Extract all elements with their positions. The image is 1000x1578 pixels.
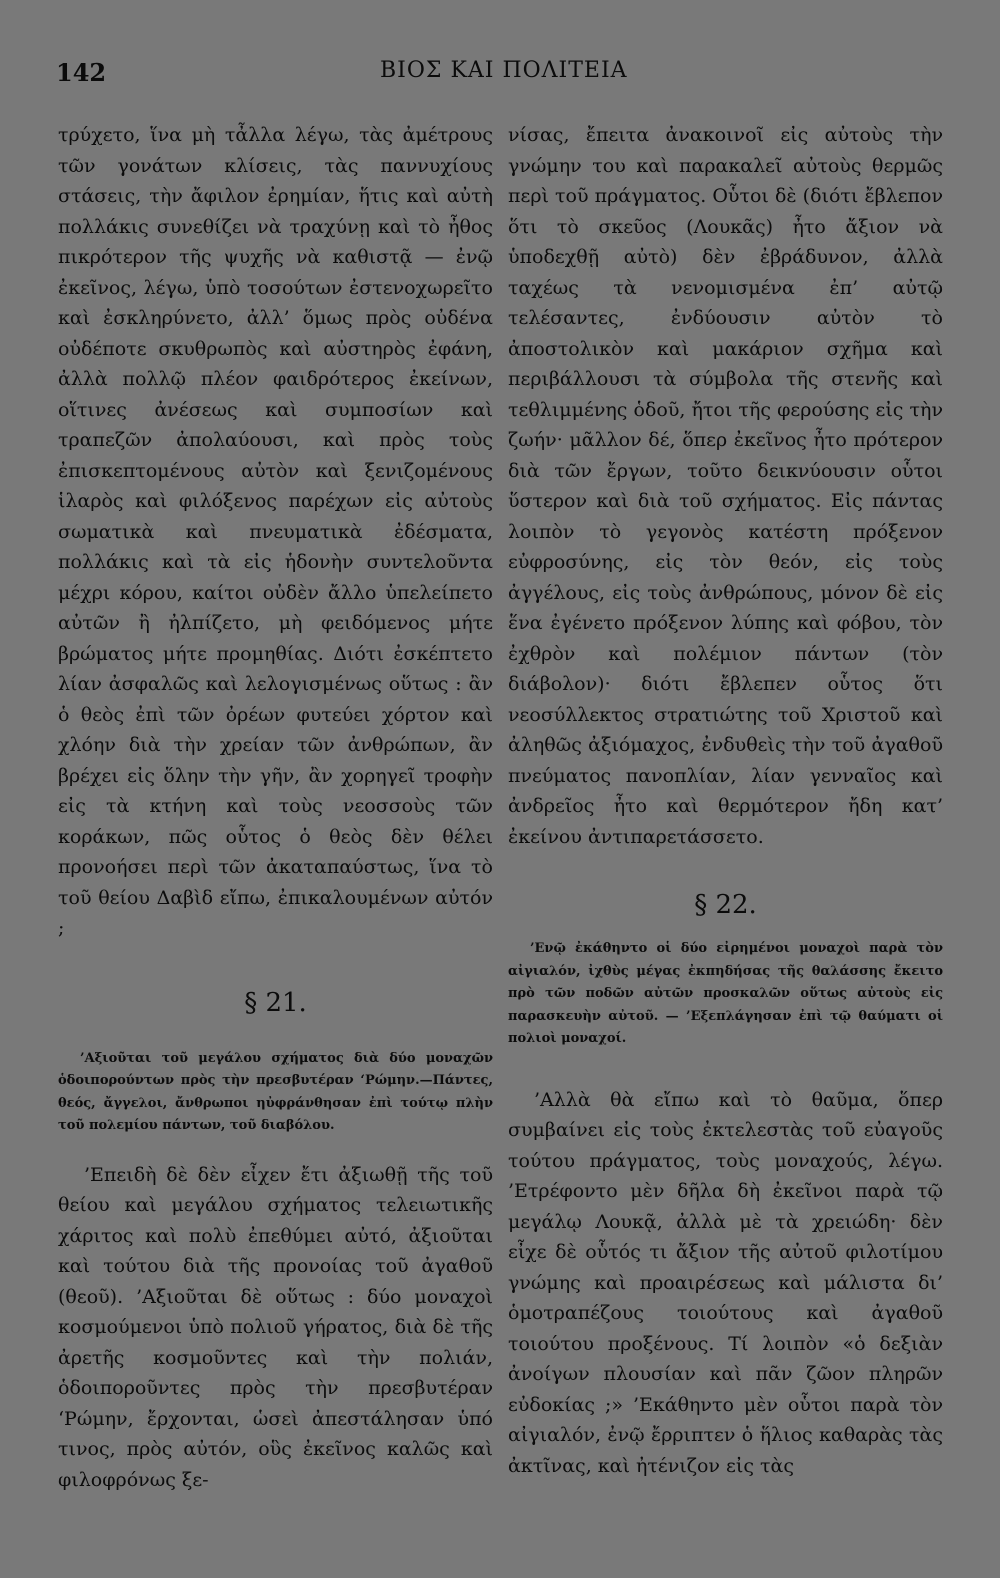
paragraph-section-22: ’Αλλὰ θὰ εἴπω καὶ τὸ θαῦμα, ὅπερ συμβαίνει εἰς τοὺς ἐκτελεστὰς τοῦ εὐαγοῦς τούτου πράγματος, τοὺς μοναχούς, λέγω. ’Ετρέφοντο μὲν δῆλα δὴ ἐκεῖνοι παρὰ τῷ μεγάλῳ Λουκᾷ, ἀλλὰ μὲ τὰ χρειώδη· δὲν εἶχε δὲ οὗτός τι ἄξιον τῆς αὐτοῦ φιλοτίμου γνώμης καὶ προαιρέσεως καὶ μάλιστα δι’ ὁμοτραπέζους τοιούτους καὶ ἀγαθοῦ τοιούτου προξένους. Τί λοιπὸν «ὁ δεξιὰν ἀνοίγων πλουσίαν καὶ πᾶν ζῶον πληρῶν εὐδοκίας ;» ’Εκάθηντο μὲν οὗτοι παρὰ τὸν αἰγιαλόν, ἐνῷ ἔρριπτεν ὁ ἥλιος καθαρὰς τὰς ἀκτῖνας, καὶ ἠτένιζον εἰς τὰς xyxy=(508,1088,943,1477)
page-number: 142 xyxy=(56,58,107,87)
page-header xyxy=(0,58,1000,98)
section-heading-22: § 22. xyxy=(694,890,757,920)
section-heading-21: § 21. xyxy=(244,987,307,1018)
right-column xyxy=(508,120,943,1481)
paragraph-continuation: τρύχετο, ἵνα μὴ τἆλλα λέγω, τὰς ἀμέτρους τῶν γονάτων κλίσεις, τὰς παννυχίους στάσεις, τὴν ἄφιλον ἐρημίαν, ἥτις καὶ αὐτὴ πολλάκις συνεθίζει νὰ τραχύνῃ καὶ τὸ ἦθος πικρότερον τῆς ψυχῆς νὰ καθιστᾷ — ἐνῷ ἐκεῖνος, λέγω, ὑπὸ τοσούτων ἐστενοχωρεῖτο καὶ ἐσκληρύνετο, ἀλλ’ ὅμως πρὸς οὐδένα οὐδέποτε σκυθρωπὸς καὶ αὐστηρὸς ἐφάνη, ἀλλὰ πολλῷ πλέον φαιδρότερος ἐκείνων, οἵτινες ἀνέσεως καὶ συμποσίων καὶ τραπεζῶν ἀπολαύουσι, καὶ πρὸς τοὺς ἐπισκεπτομένους αὐτὸν καὶ ξενιζομένους ἱλαρὸς καὶ φιλόξενος παρέχων εἰς αὐτοὺς σωματικὰ καὶ πνευματικὰ ἐδέσματα, πολλάκις καὶ τὰ εἰς ἡδονὴν συντελοῦντα μέχρι κόρου, καίτοι οὐδὲν ἄλλο ὑπελείπετο αὐτῶν ἢ ἠλπίζετο, μὴ φειδόμενος μήτε βρώματος μήτε προμηθίας. Διότι ἐσκέπτετο λίαν ἀσφαλῶς καὶ λελογισμένως οὕτως : ἂν ὁ θεὸς ἐπὶ τῶν ὀρέων φυτεύει χόρτον καὶ χλόην διὰ τὴν χρείαν τῶν ἀνθρώπων, ἂν βρέχει εἰς ὅλην τὴν γῆν, ἂν χορηγεῖ τροφὴν εἰς τὰ κτήνη καὶ τοὺς νεοσσοὺς τῶν κοράκων, πῶς οὗτος ὁ θεὸς δὲν θέλει προνοήσει περὶ τῶν ἀκαταπαύστως, ἵνα τὸ τοῦ θείου Δαβὶδ εἴπω, ἐπικαλουμένων αὐτόν ; xyxy=(58,124,493,939)
section-summary-21: ’Αξιοῦται τοῦ μεγάλου σχήματος διὰ δύο μοναχῶν ὁδοιπορούντων πρὸς τὴν πρεσβυτέραν ‘Ρώμην.—Πάντες, θεός, ἄγγελοι, ἄνθρωποι ηὐφράνθησαν ἐπὶ τούτῳ πλὴν τοῦ πολεμίου πάντων, τοῦ διαβόλου. xyxy=(58,1050,493,1133)
section-summary-22: ’Ενῷ ἐκάθηντο οἱ δύο εἰρημένοι μοναχοὶ παρὰ τὸν αἰγιαλόν, ἰχθὺς μέγας ἐκπηδήσας τῆς θαλάσσης ἔκειτο πρὸ τῶν ποδῶν αὐτῶν προσκαλῶν οὕτως αὐτοὺς εἰς παρασκευὴν αὐτοῦ. — ’Εξεπλάγησαν ἐπὶ τῷ θαύματι οἱ πολιοὶ μοναχοί. xyxy=(508,941,943,1046)
paragraph-continuation-right: νίσας, ἔπειτα ἀνακοινοῖ εἰς αὐτοὺς τὴν γνώμην του καὶ παρακαλεῖ αὐτοὺς θερμῶς περὶ τοῦ πράγματος. Οὗτοι δὲ (διότι ἔβλεπον ὅτι τὸ σκεῦος (Λουκᾶς) ἦτο ἄξιον νὰ ὑποδεχθῇ αὐτὸ) δὲν ἐβράδυνον, ἀλλὰ ταχέως τὰ νενομισμένα ἐπ’ αὐτῷ τελέσαντες, ἐνδύουσιν αὐτὸν τὸ ἀποστολικὸν καὶ μακάριον σχῆμα καὶ περιβάλλουσι τὰ σύμβολα τῆς στενῆς καὶ τεθλιμμένης ὁδοῦ, ἤτοι τῆς φερούσης εἰς τὴν ζωήν· μᾶλλον δέ, ὅπερ ἐκεῖνος ἦτο πρότερον διὰ τῶν ἔργων, τοῦτο δεικνύουσιν οὗτοι ὕστερον καὶ διὰ τοῦ σχήματος. Εἰς πάντας λοιπὸν τὸ γεγονὸς κατέστη πρόξενον εὐφροσύνης, εἰς τὸν θεόν, εἰς τοὺς ἀγγέλους, εἰς τοὺς ἀνθρώπους, μόνον δὲ εἰς ἕνα ἐγένετο πρόξενον λύπης καὶ φόβου, τὸν ἐχθρὸν καὶ πολέμιον πάντων (τὸν διάβολον)· διότι ἔβλεπεν οὗτος ὅτι νεοσύλλεκτος στρατιώτης τοῦ Χριστοῦ καὶ ἀληθῶς ἀξιόμαχος, ἐνδυθεὶς τὴν τοῦ ἀγαθοῦ πνεύματος πανοπλίαν, λίαν γενναῖος καὶ ἀνδρεῖος ἦτο καὶ θερμότερον ἤδη κατ’ ἐκείνου ἀντιπαρετάσσετο. xyxy=(508,124,943,848)
left-column xyxy=(58,120,493,1495)
paragraph-section-21: ’Επειδὴ δὲ δὲν εἶχεν ἔτι ἀξιωθῇ τῆς τοῦ θείου καὶ μεγάλου σχήματος τελειωτικῆς χάριτος καὶ πολὺ ἐπεθύμει αὐτό, ἀξιοῦται καὶ τούτου διὰ τῆς προνοίας τοῦ ἀγαθοῦ (θεοῦ). ’Αξιοῦται δὲ οὕτως : δύο μοναχοὶ κοσμούμενοι ὑπὸ πολιοῦ γήρατος, διὰ δὲ τῆς ἀρετῆς κοσμοῦντες καὶ τὴν πολιάν, ὁδοιποροῦντες πρὸς τὴν πρεσβυτέραν ‘Ρώμην, ἔρχονται, ὡσεὶ ἀπεστάλησαν ὑπό τινος, πρὸς αὐτόν, οὓς ἐκεῖνος καλῶς καὶ φιλοφρόνως ξε- xyxy=(58,1163,493,1491)
running-title: ΒΙΟΣ ΚΑΙ ΠΟΛΙΤΕΙΑ xyxy=(380,58,628,83)
